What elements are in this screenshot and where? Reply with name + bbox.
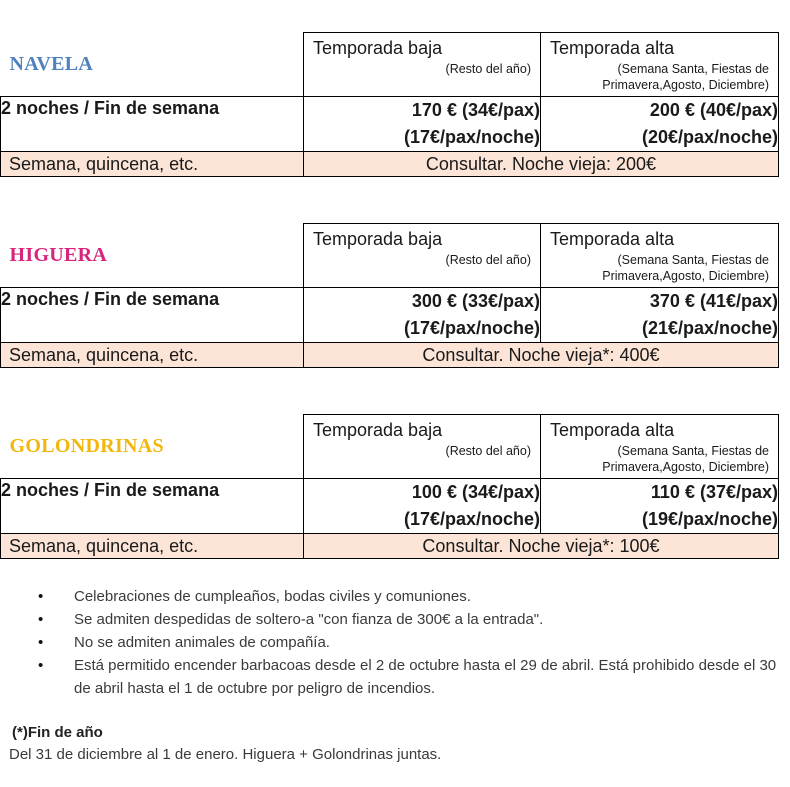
list-item: • Celebraciones de cumpleaños, bodas civiles y comuniones. xyxy=(38,585,778,608)
weekend-row-label: 2 noches / Fin de semana xyxy=(1,97,304,152)
consult-value: Consultar. Noche vieja: 200€ xyxy=(304,152,779,177)
high-season-price xyxy=(541,97,779,152)
low-season-price xyxy=(304,479,541,534)
low-season-title: Temporada baja xyxy=(313,229,443,249)
high-price-per-night: (19€/pax/noche) xyxy=(641,509,778,529)
pricing-table-higuera xyxy=(0,223,779,368)
high-season-subtitle: (Semana Santa, Fiestas de Primavera,Agosto, Diciembre) xyxy=(602,253,769,283)
pricing-table-golondrinas xyxy=(0,414,779,559)
low-season-header xyxy=(304,224,541,288)
low-season-title: Temporada baja xyxy=(313,38,443,58)
list-item: • Está permitido encender barbacoas desde el 2 de octubre hasta el 29 de abril. Está prohibido desde el 30 de abril hasta el 1 de octubre por peligro de incendios. xyxy=(38,654,778,700)
low-season-subtitle: (Resto del año) xyxy=(445,444,531,458)
footnote-title: (*)Fin de año xyxy=(12,724,103,741)
high-season-title: Temporada alta xyxy=(550,420,675,440)
high-price-total: 200 € (40€/pax) xyxy=(649,100,778,120)
consult-value: Consultar. Noche vieja*: 400€ xyxy=(304,343,779,368)
high-price-total: 370 € (41€/pax) xyxy=(649,291,778,311)
table-title: HIGUERA xyxy=(1,224,304,288)
consult-label: Semana, quincena, etc. xyxy=(1,534,304,559)
low-season-subtitle: (Resto del año) xyxy=(445,253,531,267)
low-season-subtitle: (Resto del año) xyxy=(445,62,531,76)
rules-list xyxy=(38,585,778,700)
low-price-total: 170 € (34€/pax) xyxy=(411,100,540,120)
low-price-per-night: (17€/pax/noche) xyxy=(403,318,540,338)
high-season-header xyxy=(541,224,779,288)
high-season-header xyxy=(541,415,779,479)
high-price-per-night: (21€/pax/noche) xyxy=(641,318,778,338)
high-season-title: Temporada alta xyxy=(550,229,675,249)
low-price-total: 100 € (34€/pax) xyxy=(411,482,540,502)
high-season-subtitle: (Semana Santa, Fiestas de Primavera,Agosto, Diciembre) xyxy=(602,444,769,474)
high-season-subtitle: (Semana Santa, Fiestas de Primavera,Agosto, Diciembre) xyxy=(602,62,769,92)
high-season-price xyxy=(541,288,779,343)
consult-row xyxy=(1,152,779,177)
footnote-text: Del 31 de diciembre al 1 de enero. Higuera + Golondrinas juntas. xyxy=(9,746,442,763)
weekend-row-label: 2 noches / Fin de semana xyxy=(1,479,304,534)
consult-value: Consultar. Noche vieja*: 100€ xyxy=(304,534,779,559)
consult-row xyxy=(1,343,779,368)
high-price-per-night: (20€/pax/noche) xyxy=(641,127,778,147)
list-item: • Se admiten despedidas de soltero-a "con fianza de 300€ a la entrada". xyxy=(38,608,778,631)
low-season-title: Temporada baja xyxy=(313,420,443,440)
high-season-price xyxy=(541,479,779,534)
low-season-header xyxy=(304,33,541,97)
table-title: NAVELA xyxy=(1,33,304,97)
low-season-price xyxy=(304,97,541,152)
consult-row xyxy=(1,534,779,559)
low-season-header xyxy=(304,415,541,479)
low-price-total: 300 € (33€/pax) xyxy=(411,291,540,311)
pricing-table-navela xyxy=(0,32,779,177)
low-price-per-night: (17€/pax/noche) xyxy=(403,127,540,147)
low-season-price xyxy=(304,288,541,343)
low-price-per-night: (17€/pax/noche) xyxy=(403,509,540,529)
high-season-title: Temporada alta xyxy=(550,38,675,58)
list-item: • No se admiten animales de compañía. xyxy=(38,631,778,654)
table-title: GOLONDRINAS xyxy=(1,415,304,479)
high-price-total: 110 € (37€/pax) xyxy=(650,482,778,502)
weekend-row-label: 2 noches / Fin de semana xyxy=(1,288,304,343)
consult-label: Semana, quincena, etc. xyxy=(1,343,304,368)
consult-label: Semana, quincena, etc. xyxy=(1,152,304,177)
high-season-header xyxy=(541,33,779,97)
